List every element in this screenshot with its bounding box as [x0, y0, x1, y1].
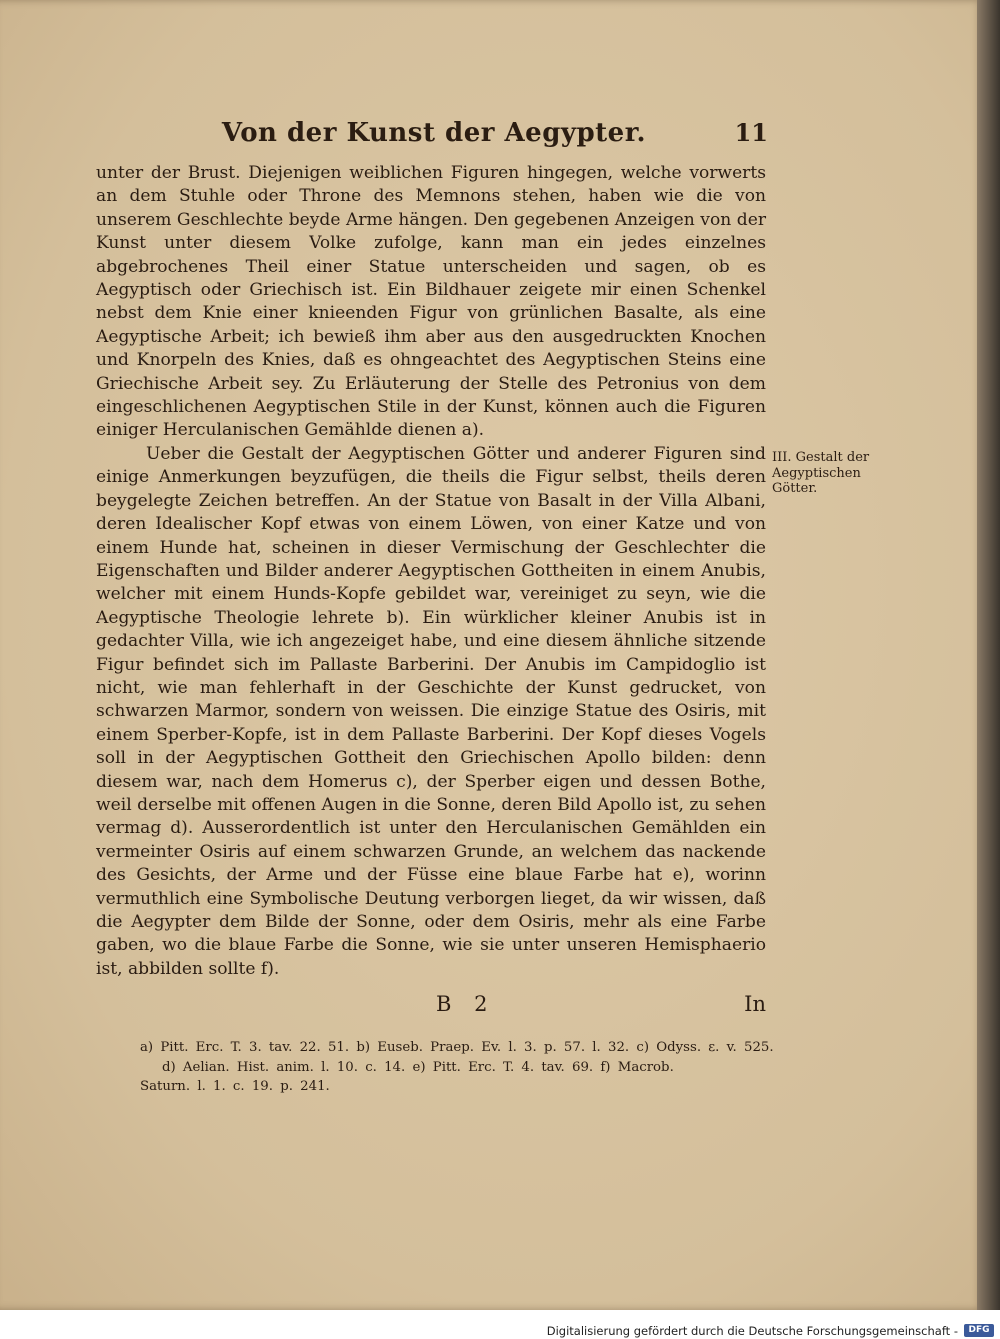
page-header: [100, 118, 768, 148]
body-text: [96, 162, 766, 981]
credit-bar: [0, 1310, 1000, 1339]
page-edge: [977, 0, 1000, 1310]
footnote-line: d) Aelian. Hist. anim. l. 10. c. 14. e) Pitt. Erc. T. 4. tav. 69. f) Macrob.: [162, 1059, 674, 1075]
footnote-line: Saturn. l. 1. c. 19. p. 241.: [140, 1079, 330, 1094]
catchword: In: [744, 992, 766, 1016]
dfg-logo-icon: DFG: [964, 1324, 994, 1337]
credit-text: Digitalisierung gefördert durch die Deutsche Forschungsgemeinschaft -: [546, 1324, 958, 1338]
page-number: 11: [734, 118, 768, 147]
footnote-line: a) Pitt. Erc. T. 3. tav. 22. 51. b) Euseb. Praep. Ev. l. 3. p. 57. l. 32. c) Odyss. ε. v. 525.: [140, 1040, 774, 1055]
signature-mark: B 2: [436, 992, 496, 1016]
catchline: [96, 992, 766, 1022]
footnotes: [140, 1038, 780, 1097]
paragraph: unter der Brust. Diejenigen weiblichen Figuren hingegen, welche vorwerts an dem Stuhle oder Throne des Memnons stehen, haben wie die von unserem Geschlechte beyde Arme hängen. Den gegebenen Anzeigen von der Kunst unter diesem Volke zufolge, kann man ein jedes einzelnes abgebrochenes Theil einer Statue unterscheiden und sagen, ob es Aegyptisch oder Griechisch ist. Ein Bildhauer zeigete mir einen Schenkel nebst dem Knie einer knieenden Figur von grünlichen Basalte, als eine Aegyptische Arbeit; ich bewieß ihm aber aus den ausgedruckten Knochen und Knorpeln des Knies, daß es ohngeachtet des Aegyptischen Steins eine Griechische Arbeit sey. Zu Erläuterung der Stelle des Petronius von dem eingeschlichenen Aegyptischen Stile in der Kunst, können auch die Figuren einiger Herculanischen Gemählde dienen a).: [96, 163, 766, 441]
paragraph: Ueber die Gestalt der Aegyptischen Götter und anderer Figuren sind einige Anmerkungen beyzufügen, die theils die Figur selbst, theils deren beygelegte Zeichen betreffen. An der Statue von Basalt in der Villa Albani, deren Idealischer Kopf etwas von einem Löwen, von einer Katze und von einem Hunde hat, scheinen in dieser Vermischung der Geschlechter die Eigenschaften und Bilder anderer Aegyptischen Gottheiten in einem Anubis, welcher mit einem Hunds-Kopfe gebildet war, vereiniget zu seyn, wie die Aegyptische Theologie lehrete b). Ein würklicher kleiner Anubis ist in gedachter Villa, wie ich angezeiget habe, und eine diesem ähnliche sitzende Figur befindet sich im Pallaste Barberini. Der Anubis im Campidoglio ist nicht, wie man fehlerhaft in der Geschichte der Kunst gedrucket, von schwarzen Marmor, sondern von weissen. Die einzige Statue des Osiris, mit einem Sperber-Kopfe, ist in dem Pallaste Barberini. Der Kopf dieses Vogels soll in der Aegyptischen Gottheit den Griechischen Apollo bilden: denn diesem war, nach dem Homerus c), der Sperber eigen und dessen Bothe, weil derselbe mit offenen Augen in die Sonne, deren Bild Apollo ist, zu sehen vermag d). Ausserordentlich ist unter den Herculanischen Gemählden ein vermeinter Osiris auf einem schwarzen Grunde, an welchem das nackende des Gesichts, der Arme und der Füsse eine blaue Farbe hat e), worinn vermuthlich eine Symbolische Deutung verborgen lieget, da wir wissen, daß die Aegypter dem Bilde der Sonne, oder dem Osiris, mehr als eine Farbe gaben, wo die blaue Farbe die Sonne, wie sie unter unseren Hemisphaerio ist, abbilden sollte f).: [96, 443, 766, 979]
running-title: Von der Kunst der Aegypter.: [221, 118, 647, 148]
marginal-note: III. Gestalt der Aegyptischen Götter.: [772, 450, 870, 496]
